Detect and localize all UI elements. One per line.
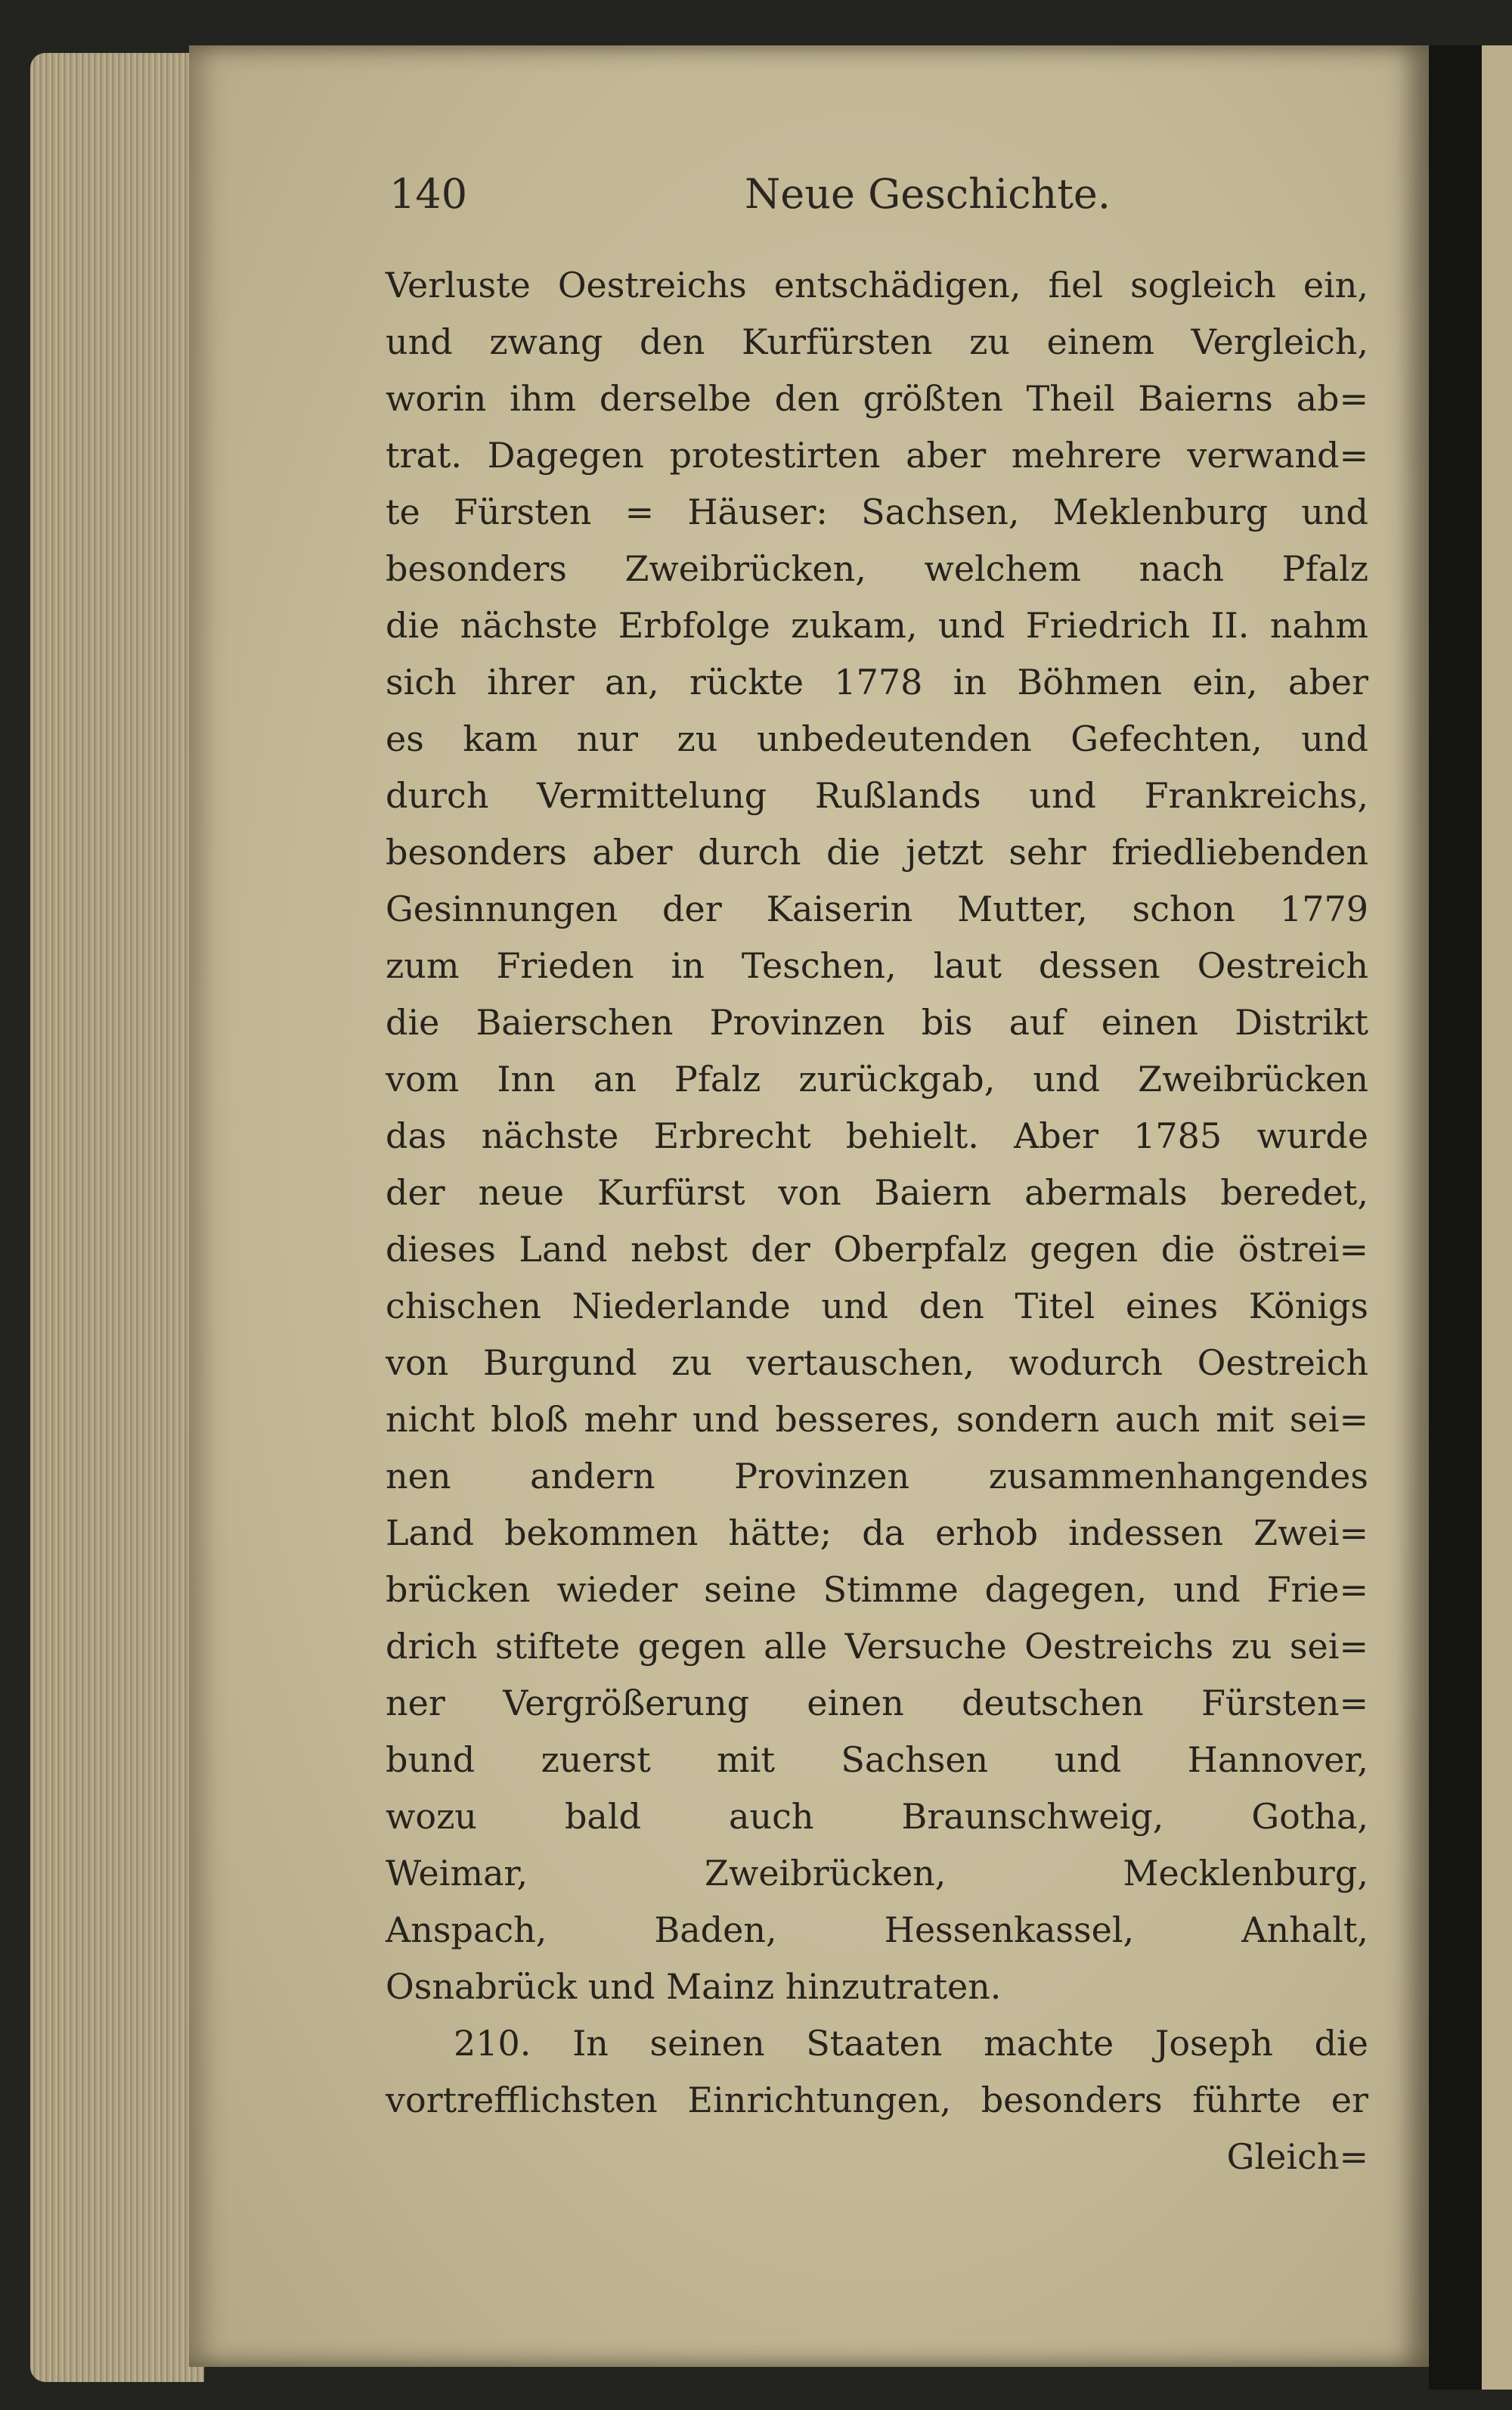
text-line: sich ihrer an, rückte 1778 in Böhmen ein, aber	[386, 662, 1368, 703]
text-line: durch Vermittelung Rußlands und Frankreichs,	[386, 775, 1368, 816]
text-line: Anspach, Baden, Hessenkassel, Anhalt,	[386, 1909, 1368, 1950]
text-line: es kam nur zu unbedeutenden Gefechten, und	[386, 718, 1368, 759]
text-line: dieses Land nebst der Oberpfalz gegen die östrei=	[386, 1229, 1368, 1270]
text-line: bund zuerst mit Sachsen und Hannover,	[386, 1739, 1368, 1780]
text-line: nicht bloß mehr und besseres, sondern auch mit sei=	[386, 1399, 1368, 1440]
text-line: die Baierschen Provinzen bis auf einen Distrikt	[386, 1002, 1368, 1043]
text-line: vom Inn an Pfalz zurückgab, und Zweibrücken	[386, 1059, 1368, 1100]
text-line: besonders Zweibrücken, welchem nach Pfalz	[386, 548, 1368, 589]
text-line: worin ihm derselbe den größten Theil Baierns ab=	[386, 378, 1368, 419]
text-line: nen andern Provinzen zusammenhangendes	[386, 1456, 1368, 1497]
facing-page-edge	[1482, 45, 1512, 2390]
book-gutter	[1429, 45, 1482, 2390]
text-line: te Fürsten = Häuser: Sachsen, Meklenburg und	[386, 492, 1368, 532]
text-line: chischen Niederlande und den Titel eines Königs	[386, 1286, 1368, 1326]
running-title: Neue Geschichte.	[745, 170, 1111, 218]
text-line: vortrefflichsten Einrichtungen, besonders führte er	[386, 2080, 1368, 2120]
text-line: 210. In seinen Staaten machte Joseph die	[454, 2023, 1368, 2064]
text-line: brücken wieder seine Stimme dagegen, und Frie=	[386, 1569, 1368, 1610]
page-edges	[30, 53, 204, 2382]
text-line: Weimar, Zweibrücken, Mecklenburg,	[386, 1853, 1368, 1894]
text-line: wozu bald auch Braunschweig, Gotha,	[386, 1796, 1368, 1837]
text-line: Land bekommen hätte; da erhob indessen Zwei=	[386, 1512, 1368, 1553]
text-line: zum Frieden in Teschen, laut dessen Oestreich	[386, 945, 1368, 986]
text-line: Gleich=	[1226, 2136, 1368, 2177]
text-line: besonders aber durch die jetzt sehr friedliebenden	[386, 832, 1368, 873]
text-line: drich stiftete gegen alle Versuche Oestreichs zu sei=	[386, 1626, 1368, 1667]
text-line: Gesinnungen der Kaiserin Mutter, schon 1779	[386, 889, 1368, 929]
text-line: und zwang den Kurfürsten zu einem Vergleich,	[386, 321, 1368, 362]
text-line: von Burgund zu vertauschen, wodurch Oestreich	[386, 1342, 1368, 1383]
text-line: der neue Kurfürst von Baiern abermals beredet,	[386, 1172, 1368, 1213]
text-line: Osnabrück und Mainz hinzutraten.	[386, 1966, 1002, 2007]
body-text	[386, 257, 1368, 2185]
text-line: ner Vergrößerung einen deutschen Fürsten=	[386, 1683, 1368, 1723]
page-header	[389, 170, 1402, 231]
text-line: trat. Dagegen protestirten aber mehrere verwand=	[386, 435, 1368, 476]
page-number: 140	[389, 170, 468, 218]
text-line: die nächste Erbfolge zukam, und Friedrich II. nahm	[386, 605, 1368, 646]
text-line: das nächste Erbrecht behielt. Aber 1785 wurde	[386, 1115, 1368, 1156]
text-line: Verluste Oestreichs entschädigen, fiel sogleich ein,	[386, 265, 1368, 306]
